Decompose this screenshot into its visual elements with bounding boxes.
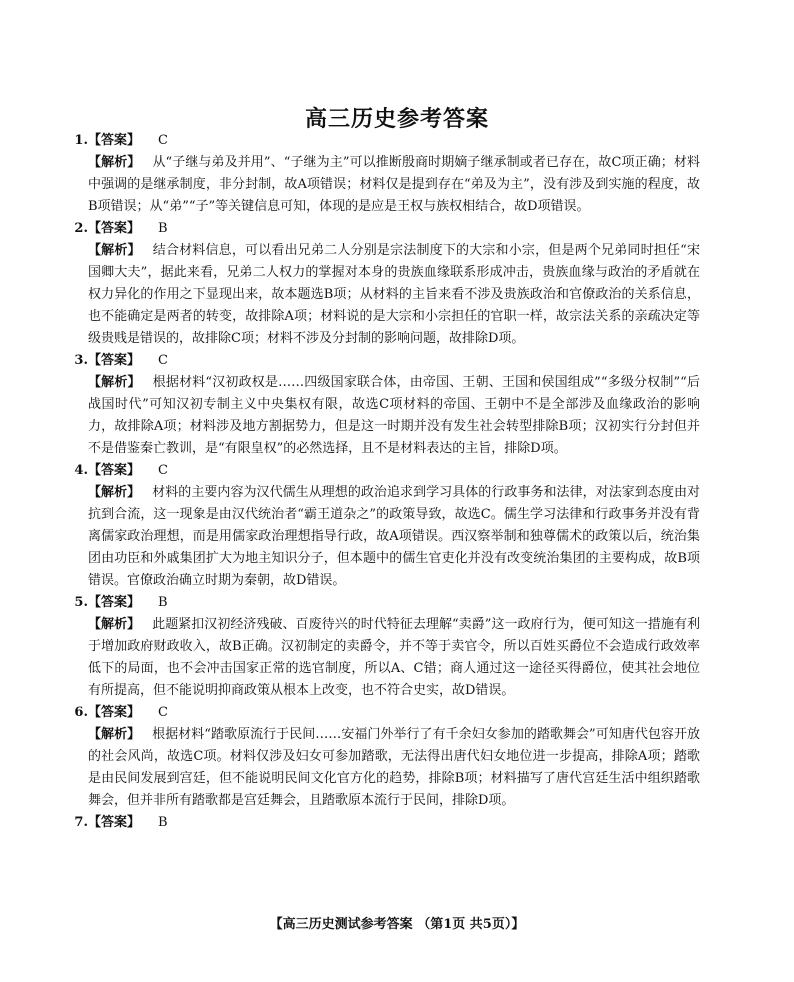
- answer-label: 【答案】: [88, 463, 141, 478]
- explanation-text: 结合材料信息，可以看出兄弟二人分别是宗法制度下的大宗和小宗，但是两个兄弟同时担任“宋国卿大夫”，据此来看，兄弟二人权力的掌握对本身的贵族血缘联系形成冲击，贵族血缘与政治的矛盾就在权力异化的作用之下显现出来，故本题选B项；从材料的主旨来看不涉及贵族政治和官僚政治的关系信息，也不能确定是两者的转变，故排除A项；材料说的是大宗和小宗担任的官职一样，故宗法关系的亲疏决定等级贵贱是错误的，故排除C项；材料不涉及分封制的影响问题，故排除D项。: [88, 243, 700, 346]
- answer-item: [74, 350, 700, 460]
- explanation-text: 根据材料“踏歌原流行于民间……安福门外举行了有千余妇女参加的踏歌舞会”可知唐代包容开放的社会风尚，故选C项。材料仅涉及妇女可参加踏歌，无法得出唐代妇女地位进一步提高，排除A项；踏歌是由民间发展到宫廷，但不能说明民间文化官方化的趋势，排除B项；材料描写了唐代宫廷生活中组织踏歌舞会，但并非所有踏歌都是宫廷舞会，且踏歌原本流行于民间，排除D项。: [88, 727, 700, 808]
- question-number: 7.: [74, 815, 88, 830]
- answer-label: 【答案】: [88, 353, 141, 368]
- answer-line: [74, 350, 700, 372]
- answer-item: [74, 218, 700, 350]
- explanation-paragraph: [88, 724, 700, 812]
- answer-line: [74, 218, 700, 240]
- answer-line: [74, 130, 700, 152]
- answer-line: [74, 702, 700, 724]
- answer-list: [74, 130, 700, 834]
- answer-label: 【答案】: [88, 815, 141, 830]
- question-number: 1.: [74, 133, 88, 148]
- answer-value: B: [158, 595, 168, 610]
- page-footer: 【高三历史测试参考答案 （第1页 共5页）】: [269, 917, 525, 932]
- answer-label: 【答案】: [88, 595, 141, 610]
- explanation-text: 此题紧扣汉初经济残破、百废待兴的时代特征去理解“卖爵”这一政府行为，便可知这一措施有利于增加政府财政收入，故B正确。汉初制定的卖爵令，并不等于卖官令，所以百姓买爵位不会造成行政效率低下的局面，也不会冲击国家正常的选官制度，所以A、C错；商人通过这一途径买得爵位，使其社会地位有所提高，但不能说明抑商政策从根本上改变，也不符合史实，故D错误。: [88, 617, 700, 698]
- question-number: 6.: [74, 705, 88, 720]
- explanation-label: 【解析】: [88, 617, 141, 632]
- answer-item: [74, 130, 700, 218]
- explanation-label: 【解析】: [88, 375, 141, 390]
- answer-label: 【答案】: [88, 221, 141, 236]
- answer-value: C: [158, 705, 168, 720]
- explanation-paragraph: [88, 372, 700, 460]
- explanation-text: 从“子继与弟及并用”、“子继为主”可以推断殷商时期嫡子继承制或者已存在，故C项正确；材料中强调的是继承制度，非分封制，故A项错误；材料仅是提到存在“弟及为主”，没有涉及到实施的程度，故B项错误；从“弟”“子”等关键信息可知，体现的是应是王权与族权相结合，故D项错误。: [88, 155, 700, 214]
- explanation-label: 【解析】: [88, 243, 141, 258]
- explanation-label: 【解析】: [88, 727, 141, 742]
- answer-label: 【答案】: [88, 705, 141, 720]
- explanation-paragraph: [88, 152, 700, 218]
- answer-item: [74, 812, 700, 834]
- question-number: 4.: [74, 463, 88, 478]
- question-number: 2.: [74, 221, 88, 236]
- explanation-paragraph: [88, 482, 700, 592]
- explanation-label: 【解析】: [88, 485, 141, 500]
- question-number: 5.: [74, 595, 88, 610]
- answer-value: B: [158, 815, 168, 830]
- explanation-label: 【解析】: [88, 155, 141, 170]
- explanation-text: 根据材料“汉初政权是……四级国家联合体，由帝国、王朝、王国和侯国组成”“多级分权制”“后战国时代”可知汉初专制主义中央集权有限，故选C项材料的帝国、王朝中不是全部涉及血缘政治的影响力，故排除A项；材料涉及地方割据势力，但是这一时期并没有发生社会转型排除B项；汉初实行分封但并不是借鉴秦亡教训，是“有限皇权”的必然选择，且不是材料表达的主旨，排除D项。: [88, 375, 700, 456]
- answer-value: C: [158, 133, 168, 148]
- page-title: 高三历史参考答案: [304, 107, 489, 132]
- answer-line: [74, 812, 700, 834]
- answer-value: C: [158, 463, 168, 478]
- answer-line: [74, 460, 700, 482]
- explanation-text: 材料的主要内容为汉代儒生从理想的政治追求到学习具体的行政事务和法律，对法家到态度由对抗到合流，这一现象是由汉代统治者“霸王道杂之”的政策导致，故选C。儒生学习法律和行政事务并没有背离儒家政治理想，而是用儒家政治理想指导行政，故A项错误。西汉察举制和独尊儒术的政策以后，统治集团由功臣和外戚集团扩大为地主知识分子，但本题中的儒生官吏化并没有改变统治集团的主要构成，故B项错误。官僚政治确立时期为秦朝，故D错误。: [88, 485, 700, 588]
- answer-item: [74, 702, 700, 812]
- explanation-paragraph: [88, 614, 700, 702]
- answer-item: [74, 460, 700, 592]
- answer-item: [74, 592, 700, 702]
- question-number: 3.: [74, 353, 88, 368]
- answer-value: B: [158, 221, 168, 236]
- answer-label: 【答案】: [88, 133, 141, 148]
- explanation-paragraph: [88, 240, 700, 350]
- answer-value: C: [158, 353, 168, 368]
- answer-line: [74, 592, 700, 614]
